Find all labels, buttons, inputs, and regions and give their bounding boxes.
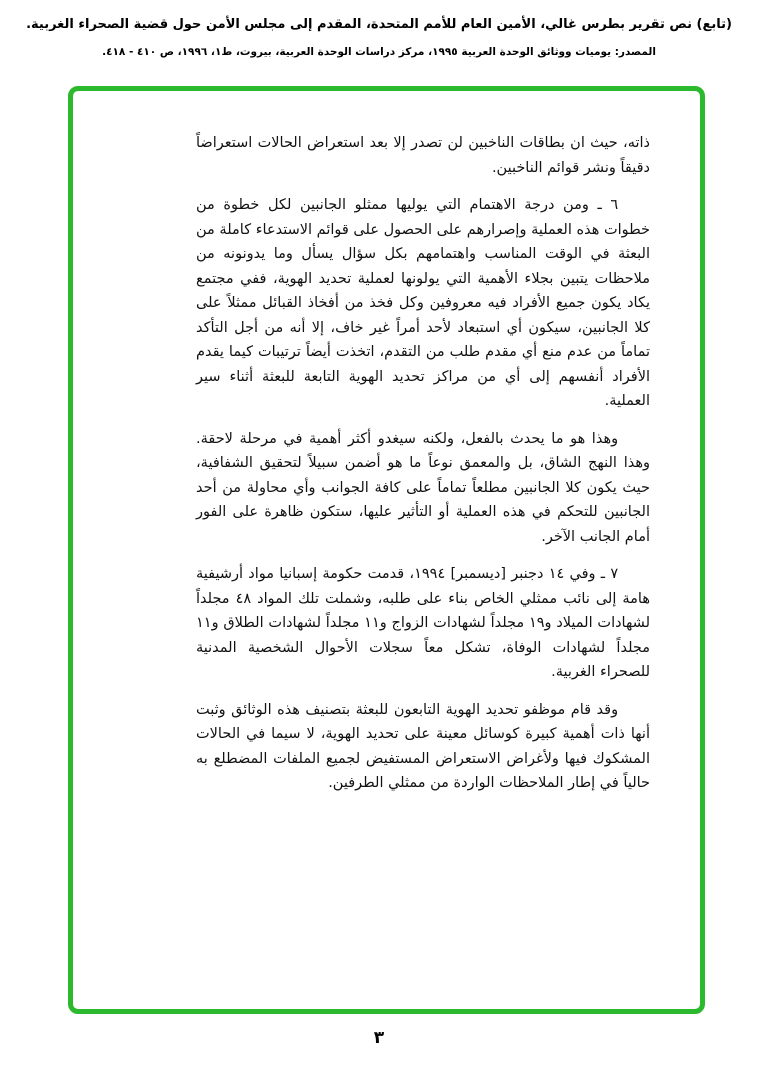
document-source-line: المصدر: يوميات ووثائق الوحدة العربية ١٩٩٥، مركز دراسات الوحدة العربية، بيروت، ط١، ١٩٩٦، ص ٤١٠ - ٤١٨. (102, 46, 656, 58)
paragraph-transparency: وهذا هو ما يحدث بالفعل، ولكنه سيغدو أكثر أهمية في مرحلة لاحقة. وهذا النهج الشاق، بل والمعمق نوعاً ما هو أضمن سبيلاً لتحقيق الشفافية، حيث يكون كلا الجانبين مطلعاً تماماً على كافة الجوانب وأي محاولة من أحد الجانبين للتحكم في هذه العملية أو التأثير عليها، ستكون ظاهرة على الفور أمام الجانب الآخر. (196, 430, 650, 545)
paragraph-item-7: ٧ ـ وفي ١٤ دجنبر [ديسمبر] ١٩٩٤، قدمت حكومة إسبانيا مواد أرشيفية هامة إلى نائب ممثلي الخاص بناء على طلبه، وشملت تلك المواد ٤٨ مجلداً لشهادات الميلاد و١٩ مجلداً لشهادات الزواج و١١ مجلداً لشهادات الطلاق و١١ مجلداً لشهادات الوفاة، تشكل معاً سجلات الأحوال الشخصية المدنية للصحراء الغربية. (196, 566, 651, 680)
paragraph-item-6: ٦ ـ ومن درجة الاهتمام التي يوليها ممثلو الجانبين لكل خطوة من خطوات هذه العملية وإصرارهم على الحصول على قوائم الاستدعاء كاملة من البعثة في الوقت المناسب واهتمامهم بكل سؤال يسأل وما يدونونه من ملاحظات يتبين بجلاء الأهمية التي يولونها لعملية تحديد الهوية، ففي مجتمع يكاد يكون جميع الأفراد فيه معروفين وكل فخذ من أفخاذ القبائل ممثلاً على كلا الجانبين، سيكون أي استبعاد لأحد أمراً غير خاف، إلا أنه من أجل التأكد تماماً من عدم منع أي مقدم طلب من التقدم، اتخذت أيضاً ترتيبات كيما يقدم الأفراد أنفسهم إلى أي من مراكز تحديد الهوية التابعة للبعثة أثناء سير العملية. (196, 197, 650, 409)
page-number: ٣ (373, 1028, 385, 1048)
text-frame-border (68, 86, 705, 1014)
document-header (0, 0, 758, 59)
body-text (196, 131, 650, 809)
paragraph-archives-classification: وقد قام موظفو تحديد الهوية التابعون للبعثة بتصنيف هذه الوثائق وثبت أنها ذات أهمية كبيرة كوسائل معينة على تحديد الهوية، لا سيما في الحالات المشكوك فيها ولأغراض الاستعراض المستفيض لجميع الملفات المضطلع به حالياً في إطار الملاحظات الواردة من ممثلي الطرفين. (196, 701, 650, 791)
page-footer (0, 1028, 758, 1048)
paragraph-continuation: ذاته، حيث ان بطاقات الناخبين لن تصدر إلا بعد استعراض الحالات استعراضاً دقيقاً ونشر قوائم الناخبين. (196, 135, 650, 176)
document-title: (تابع) نص تقرير بطرس غالي، الأمين العام للأمم المتحدة، المقدم إلى مجلس الأمن حول قضية الصحراء الغربية. (26, 17, 732, 32)
